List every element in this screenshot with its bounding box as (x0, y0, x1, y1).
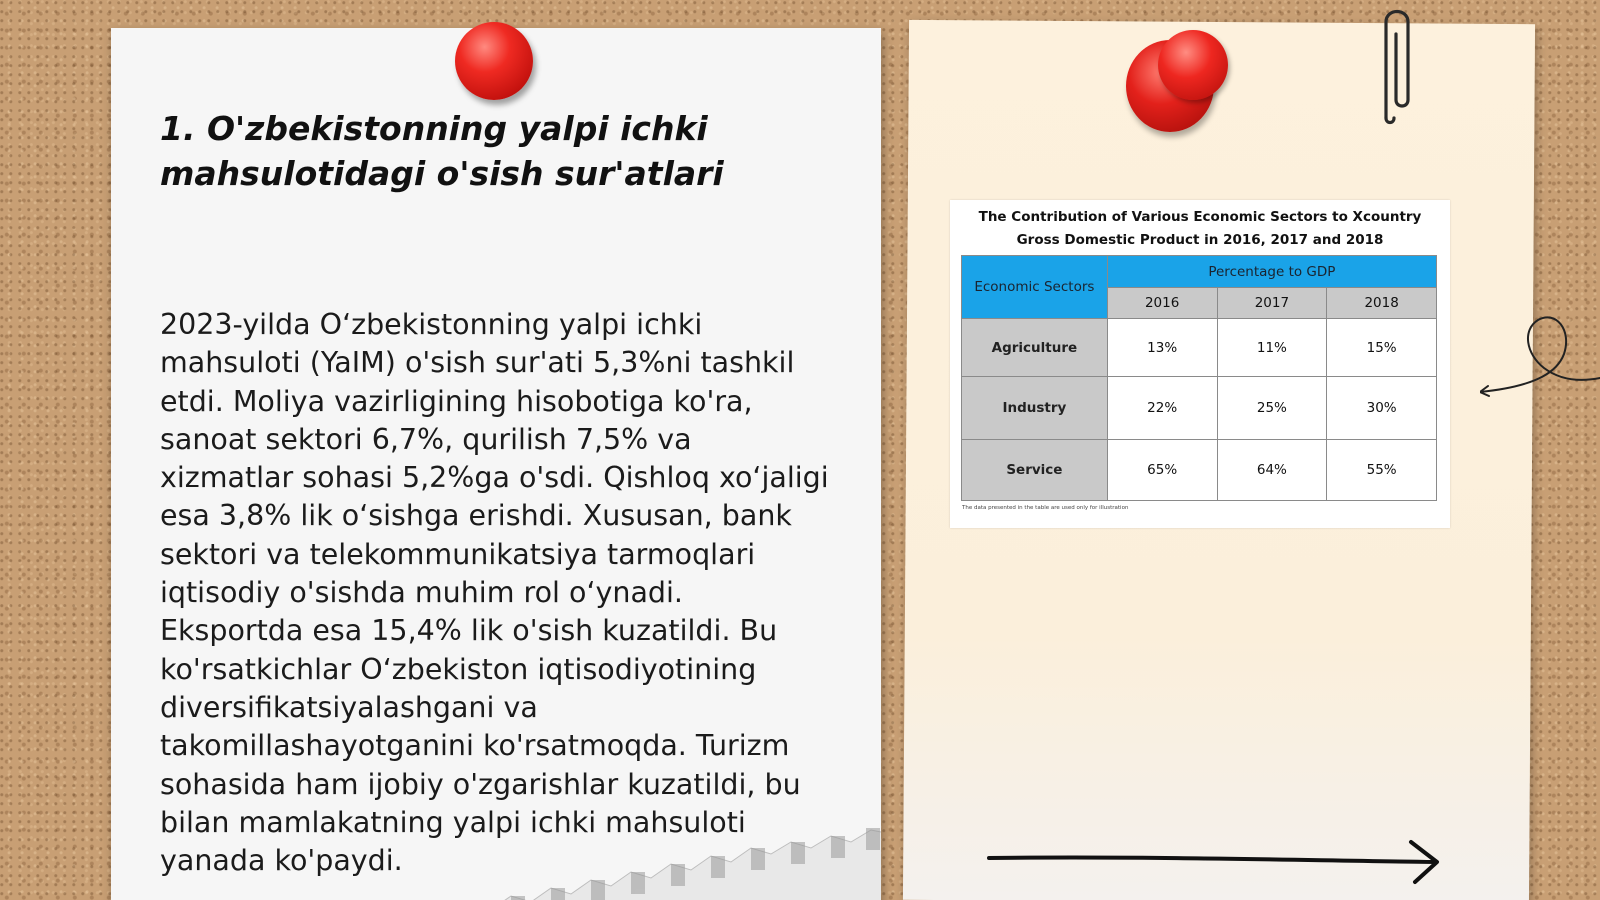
gdp-table-image (950, 200, 1450, 528)
header-economic-sectors: Economic Sectors (962, 256, 1108, 319)
pushpin-group (1122, 30, 1232, 135)
table-row (962, 377, 1437, 440)
table-cell: 65% (1107, 440, 1217, 501)
arrow-right-icon (985, 838, 1445, 888)
table-row (962, 440, 1437, 501)
note-body-text: 2023-yilda O‘zbekistonning yalpi ichki mahsuloti (YaIM) o'sish sur'ati 5,3%ni tashkil etdi. Moliya vazirligining hisobotiga ko'ra, sanoat sektori 6,7%, qurilish 7,5% va xizmatlar sohasi 5,2%ga o'sdi. Qishloq xo‘jaligi esa 3,8% lik o‘sishga erishdi. Xususan, bank sektori va telekommunikatsiya tarmoqlari iqtisodiy o'sishda muhim rol o‘ynadi. Eksportda esa 15,4% lik o'sish kuzatildi. Bu ko'rsatkichlar O‘zbekiston iqtisodiyotining diversifikatsiyalashgani va takomillashayotganini ko'rsatmoqda. Turizm sohasida ham ijobiy o'zgarishlar kuzatildi, bu bilan mamlakatning yalpi ichki mahsuloti yanada ko'paydi. (160, 308, 829, 878)
table-cell: 22% (1107, 377, 1217, 440)
pushpin-icon (1158, 30, 1228, 100)
table-cell: 13% (1107, 319, 1217, 377)
table-cell: 30% (1327, 377, 1437, 440)
table-cell: 25% (1217, 377, 1327, 440)
scribble-icon (1480, 310, 1600, 410)
note-title: 1. O'zbekistonning yalpi ichki mahsulotidagi o'sish sur'atlari (160, 109, 724, 193)
header-year: 2017 (1217, 288, 1327, 319)
row-label-service: Service (962, 440, 1108, 501)
gdp-table (961, 255, 1437, 501)
header-year: 2016 (1107, 288, 1217, 319)
paperclip-icon (1372, 0, 1422, 125)
torn-paper-strip-icon (411, 808, 881, 900)
table-cell: 55% (1327, 440, 1437, 501)
table-cell: 11% (1217, 319, 1327, 377)
table-title (950, 206, 1450, 252)
table-title-line-2: Gross Domestic Product in 2016, 2017 and 2018 (1016, 232, 1384, 248)
pushpin-icon (455, 22, 533, 100)
left-note-card (111, 28, 881, 900)
table-row (962, 319, 1437, 377)
table-cell: 15% (1327, 319, 1437, 377)
header-percentage-to-gdp: Percentage to GDP (1107, 256, 1436, 288)
header-year: 2018 (1327, 288, 1437, 319)
table-footnote: The data presented in the table are used only for illustration (962, 505, 1129, 511)
row-label-agriculture: Agriculture (962, 319, 1108, 377)
row-label-industry: Industry (962, 377, 1108, 440)
table-cell: 64% (1217, 440, 1327, 501)
table-title-line-1: The Contribution of Various Economic Sectors to Xcountry (978, 209, 1422, 225)
